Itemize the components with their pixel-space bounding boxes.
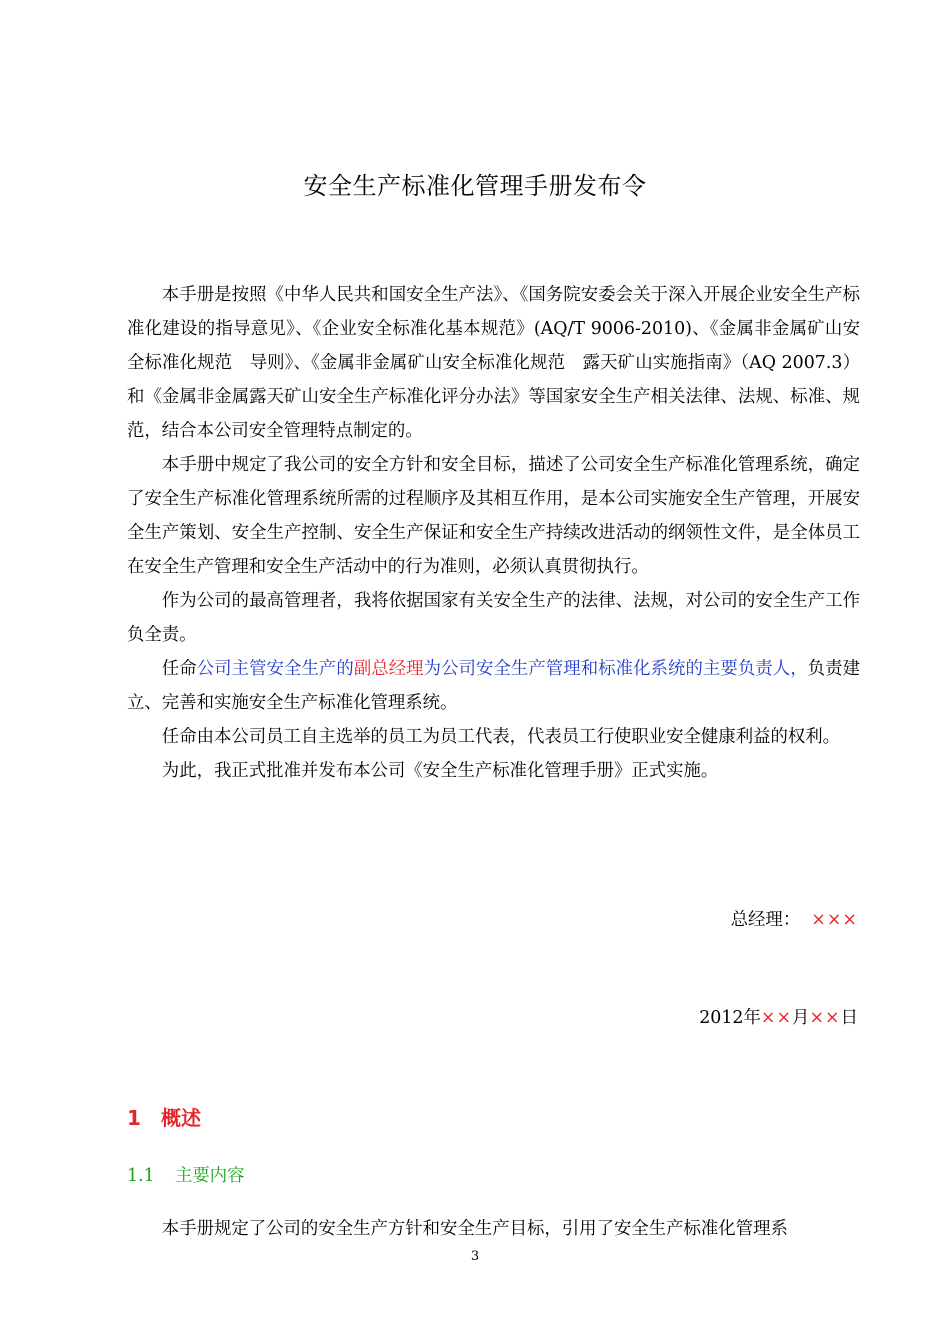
appoint-position-highlight: 副总经理: [353, 659, 424, 679]
section-body: [127, 1212, 860, 1246]
date-line: [699, 1003, 858, 1028]
decree-body: [127, 278, 860, 788]
appoint-duty-highlight: 标准化系统的主要负责人: [598, 659, 791, 679]
subsection-number: 1.1: [127, 1166, 155, 1186]
paragraph-responsibility: 作为公司的最高管理者，我将依据国家有关安全生产的法律、法规，对公司的安全生产工作负全责。: [127, 591, 860, 645]
appoint-prefix: 任命: [161, 659, 197, 679]
date-year: 2012年: [699, 1008, 761, 1028]
paragraph-basis: 本手册是按照《中华人民共和国安全生产法》、《国务院安委会关于深入开展企业安全生产标准化建设的指导意见》、《企业安全标准化基本规范》(AQ/T 9006-2010)、《金属非金属矿山安全标准化规范 导则》、《金属非金属矿山安全标准化规范 露天矿山实施指南》（AQ 2007.3）和《金属非金属露天矿山安全生产标准化评分办法》等国家安全生产相关法律、法规、标准、规范，结合本公司安全管理特点制定的。: [127, 285, 860, 441]
paragraph-appointment: [127, 652, 860, 720]
paragraph-scope: 本手册中规定了我公司的安全方针和安全目标，描述了公司安全生产标准化管理系统，确定了安全生产标准化管理系统所需的过程顺序及其相互作用，是本公司实施安全生产管理，开展安全生产策划、安全生产控制、安全生产保证和安全生产持续改进活动的纲领性文件，是全体员工在安全生产管理和安全生产活动中的行为准则，必须认真贯彻执行。: [127, 455, 860, 577]
appoint-suffix: 负责建立、完善和实施安全生产标准化管理系统。: [127, 659, 860, 713]
date-day-unit: 日: [840, 1008, 858, 1028]
paragraph-employee-rep: 任命由本公司员工自主选举的员工为员工代表，代表员工行使职业安全健康利益的权利。: [161, 727, 841, 747]
section-heading-1: [127, 1102, 201, 1131]
paragraph-overview: 本手册规定了公司的安全生产方针和安全生产目标，引用了安全生产标准化管理系: [161, 1219, 788, 1239]
subsection-heading-1-1: [127, 1161, 245, 1186]
paragraph-approval: 为此，我正式批准并发布本公司《安全生产标准化管理手册》正式实施。: [161, 761, 719, 781]
section-number: 1: [127, 1106, 141, 1130]
appoint-comma: ，: [790, 659, 808, 679]
appoint-role-highlight: 公司主管安全生产的: [196, 659, 354, 679]
signature-line: [731, 905, 858, 930]
appoint-middle-text: 为公司安全生产管理和: [423, 659, 599, 679]
date-day-placeholder: ××: [809, 1008, 841, 1028]
subsection-title: 主要内容: [175, 1166, 245, 1186]
date-month-placeholder: ××: [760, 1008, 793, 1028]
document-title: 安全生产标准化管理手册发布令: [303, 172, 647, 200]
date-month-unit: 月: [792, 1008, 810, 1028]
section-title: 概述: [161, 1106, 201, 1130]
signer-name: ×××: [811, 910, 858, 930]
signer-label: 总经理：: [730, 910, 801, 930]
page-number: 3: [470, 1249, 480, 1264]
